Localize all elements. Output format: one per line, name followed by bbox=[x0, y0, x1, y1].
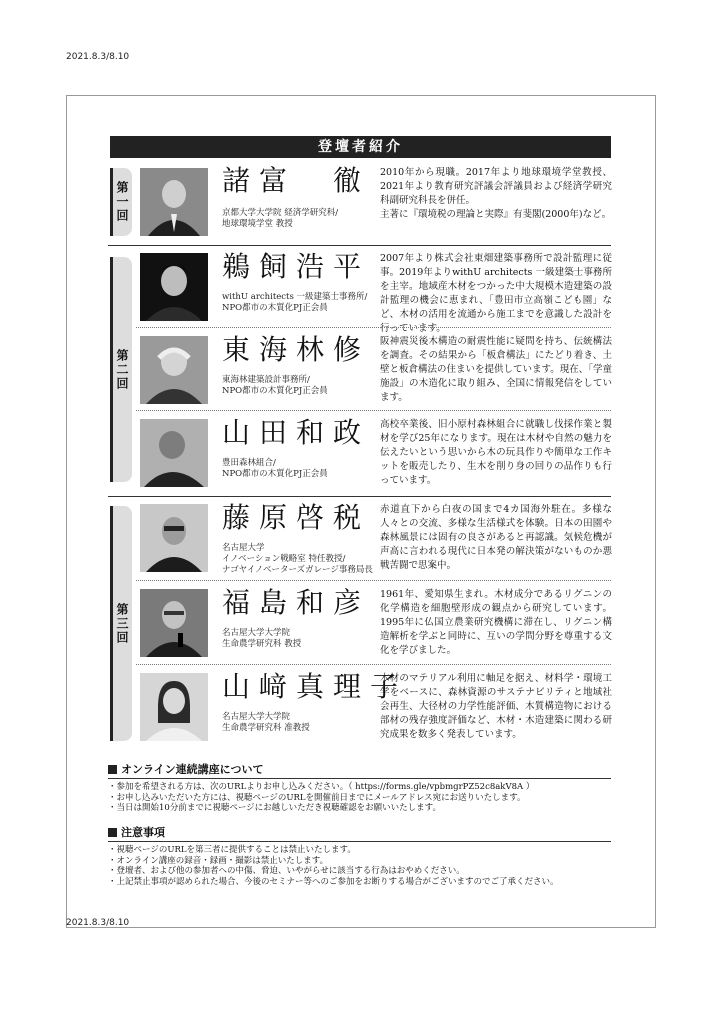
speaker-name: 東海林修 bbox=[222, 333, 371, 366]
note-item: ・ 当日は開始10分前までに視聴ページにお越しいただき視聴確認をお願いいたします。 bbox=[108, 803, 618, 814]
notice-heading bbox=[108, 824, 165, 840]
speaker-bio: 阪神震災後木構造の耐震性能に疑問を持ち、伝統構法を調査。その結果から「板倉構法」にたどり着き、土壁と板倉構法の住まいを提供しています。現在、「学童施設」の木造化に取り組み、全国に情報発信をしています。 bbox=[380, 336, 612, 403]
speaker-photo bbox=[140, 168, 208, 236]
speaker-photo bbox=[140, 253, 208, 321]
speaker-divider bbox=[136, 664, 611, 665]
online-heading bbox=[108, 761, 263, 777]
speaker-divider bbox=[136, 580, 611, 581]
section-divider bbox=[108, 778, 611, 779]
speaker-bio: 2007年より株式会社東畑建築事務所で設計監理に従事。2019年よりwithU architects 一級建築士事務所を主宰。地域産木材をつかった中大規模木造建築の設計監理の機会に恵まれ、「豊田市立高嶺こども園」など、木材の活用を流通から施工までを意識した設計を行っています。 bbox=[380, 253, 612, 334]
speaker-bio: 高校卒業後、旧小原村森林組合に就職し伐採作業と製材を学び25年になります。現在は木材や自然の魅力を伝えたいという思いから木の玩具作りや簡単な工作キットを販売したり、生木を削り身の回りの品作りも行っています。 bbox=[380, 419, 612, 486]
page-title: 登壇者紹介 bbox=[110, 136, 611, 158]
round-label: 第三回 bbox=[110, 506, 132, 741]
date-stamp-bottom: 2021.8.3/8.10 bbox=[66, 918, 130, 928]
note-item: ・ 上記禁止事項が認められた場合、今後のセミナー等へのご参加をお断りする場合がございますのでご了承ください。 bbox=[108, 877, 618, 888]
speaker-name: 藤原啓税 bbox=[222, 501, 371, 534]
online-notes bbox=[108, 782, 618, 814]
round-label: 第二回 bbox=[110, 257, 132, 482]
date-stamp-top: 2021.8.3/8.10 bbox=[66, 52, 130, 62]
speaker-name: 諸富 徹 bbox=[222, 164, 371, 197]
speaker-name: 鵜飼浩平 bbox=[222, 250, 371, 283]
note-item: ・ 視聴ページのURLを第三者に提供することは禁止いたします。 bbox=[108, 845, 618, 856]
speaker-affiliation: 豊田森林組合/ NPO都市の木質化PJ正会員 bbox=[222, 458, 328, 479]
note-item: ・ 参加を希望される方は、次のURLよりお申し込みください。（ https://forms.gle/vpbmgrPZ52c8akV8A ） bbox=[108, 782, 618, 793]
notice-notes bbox=[108, 845, 618, 887]
speaker-photo bbox=[140, 419, 208, 487]
speaker-photo bbox=[140, 673, 208, 741]
speaker-photo bbox=[140, 504, 208, 572]
speaker-affiliation: 名古屋大学大学院 生命農学研究科 教授 bbox=[222, 628, 302, 649]
speaker-photo bbox=[140, 589, 208, 657]
speaker-divider bbox=[136, 410, 611, 411]
notice-heading-text: 注意事項 bbox=[121, 826, 165, 839]
speaker-bio: 木材のマテリアル利用に軸足を据え、材料学・環境工学をベースに、森林資源のサステナビリティと地域社会再生、大径材の力学性能評価、木質構造物における部材の残存強度評価など、木材・木造建築に関わる研究成果を数多く発表しています。 bbox=[380, 673, 612, 740]
square-bullet-icon bbox=[108, 828, 117, 837]
speaker-name: 山﨑真理子 bbox=[222, 670, 408, 703]
speaker-bio: 1961年、愛知県生まれ。木材成分であるリグニンの化学構造を細胞壁形成の観点から研究しています。1995年に仏国立農業研究機構に滞在し、リグニン構造解析を学ぶと同時に、互いの学問分野を尊重する文化を学びました。 bbox=[380, 589, 612, 656]
speaker-affiliation: 東海林建築設計事務所/ NPO都市の木質化PJ正会員 bbox=[222, 375, 328, 396]
speaker-affiliation: withU architects 一級建築士事務所/ NPO都市の木質化PJ正会員 bbox=[222, 292, 368, 313]
speaker-divider bbox=[136, 327, 611, 328]
note-item: ・ お申し込みいただいた方には、視聴ページのURLを開催前日までにメールアドレス宛にお送りいたします。 bbox=[108, 793, 618, 804]
session-divider bbox=[108, 496, 611, 497]
note-item: ・ オンライン講座の録音・録画・撮影は禁止いたします。 bbox=[108, 856, 618, 867]
speaker-photo bbox=[140, 336, 208, 404]
speaker-bio: 2010年から現職。2017年より地球環境学堂教授、2021年より教育研究評議会評議員および経済学研究科副研究科長を併任。 主著に『環境税の理論と実際』有斐閣(2000年)など。 bbox=[380, 167, 612, 220]
session-divider bbox=[108, 245, 611, 246]
speaker-name: 福島和彦 bbox=[222, 586, 371, 619]
speaker-affiliation: 名古屋大学 イノベーション戦略室 特任教授/ ナゴヤイノベーターズガレージ事務局長 bbox=[222, 543, 373, 575]
online-heading-text: オンライン連続講座について bbox=[121, 763, 264, 776]
session-3 bbox=[108, 498, 611, 748]
session-1 bbox=[108, 160, 611, 244]
speaker-affiliation: 京都大学大学院 経済学研究科/ 地球環境学堂 教授 bbox=[222, 208, 339, 229]
speaker-name: 山田和政 bbox=[222, 416, 371, 449]
round-label: 第一回 bbox=[110, 168, 132, 236]
speaker-affiliation: 名古屋大学大学院 生命農学研究科 准教授 bbox=[222, 712, 310, 733]
note-item: ・ 登壇者、および他の参加者への中傷、脅迫、いやがらせに該当する行為はおやめください。 bbox=[108, 866, 618, 877]
square-bullet-icon bbox=[108, 765, 117, 774]
session-2 bbox=[108, 247, 611, 494]
speaker-bio: 赤道直下から白夜の国まで4カ国海外駐在。多様な人々との交流、多様な生活様式を体験。日本の田園や森林風景には固有の良さがあると再認識。気候危機が声高に言われる現代に日本発の解決策がないものか悪戦苦闘で思案中。 bbox=[380, 504, 612, 571]
section-divider bbox=[108, 841, 611, 842]
